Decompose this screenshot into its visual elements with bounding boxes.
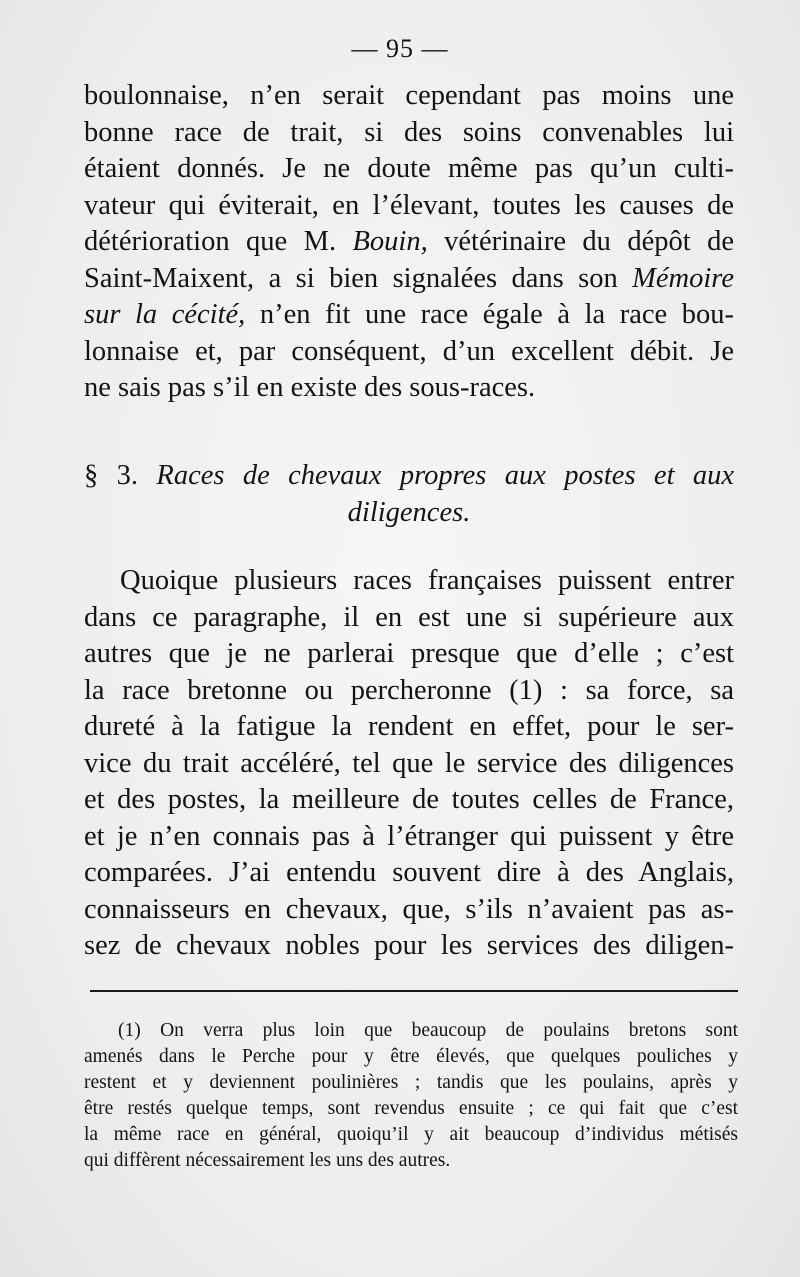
text-span: Saint-Maixent, a si bien signalées dans son [84, 262, 633, 294]
text-span: n’en fit une race égale à la race bou- [245, 299, 734, 330]
section-number: § 3. [84, 460, 139, 491]
work-title-italic: Mémoire [632, 262, 734, 294]
text-line [84, 297, 734, 334]
text-span: vétérinaire du dépôt de [427, 226, 734, 257]
text-line: vice du trait accéléré, tel que le service des diligences [84, 747, 734, 779]
section-heading-line-2: diligences. [347, 496, 471, 528]
text-line: et des postes, la meilleure de toutes celles de France, [84, 784, 734, 815]
text-line: boulonnaise, n’en serait cependant pas moins une [84, 80, 734, 111]
paragraph-1 [84, 78, 734, 407]
footnote-line: restent et y deviennent poulinières ; tandis que les poulains, après y [84, 1072, 738, 1093]
text-line: connaisseurs en chevaux, que, s’ils n’avaient pas as- [84, 893, 734, 925]
paragraph-2 [84, 563, 734, 965]
work-title-italic: sur la cécité, [84, 299, 246, 330]
footnote-divider [90, 990, 738, 992]
footnote-line: la même race en général, quoiqu’il y ait beaucoup d’individus métisés [84, 1124, 738, 1145]
section-heading [84, 458, 734, 531]
text-line: lonnaise et, par conséquent, d’un excellent débit. Je [84, 335, 734, 367]
footnote-line: (1) On verra plus loin que beaucoup de poulains bretons sont [118, 1020, 738, 1041]
text-line: dans ce paragraphe, il en est une si supérieure aux [84, 601, 734, 633]
text-line: dureté à la fatigue la rendent en effet, pour le ser- [84, 711, 734, 742]
page-number: — 95 — [351, 34, 449, 63]
section-title: Races de chevaux propres aux postes et aux [156, 460, 735, 491]
author-name-italic: Bouin, [352, 226, 428, 257]
footnote-line: être restés quelque temps, sont revendus ensuite ; ce qui fait que c’est [84, 1098, 738, 1119]
text-line: autres que je ne parlerai presque que d’elle ; c’est [84, 638, 734, 669]
footnote-line: amenés dans le Perche pour y être élevés, que quelques pouliches y [84, 1046, 738, 1067]
text-line: Quoique plusieurs races françaises puissent entrer [120, 565, 734, 596]
text-line: et je n’en connais pas à l’étranger qui puissent y être [84, 820, 734, 852]
section-heading-line-1 [84, 458, 734, 495]
text-line [84, 224, 734, 261]
text-line [84, 261, 734, 298]
footnote [84, 1018, 738, 1174]
text-line: la race bretonne ou percheronne (1) : sa force, sa [84, 674, 734, 706]
text-line: étaient donnés. Je ne doute même pas qu’un culti- [84, 153, 734, 184]
text-line: vateur qui éviterait, en l’élevant, toutes les causes de [84, 189, 734, 221]
text-line: comparées. J’ai entendu souvent dire à des Anglais, [84, 857, 734, 888]
text-line: ne sais pas s’il en existe des sous-races. [84, 372, 536, 403]
text-line: bonne race de trait, si des soins convenables lui [84, 116, 734, 148]
text-line: sez de chevaux nobles pour les services des diligen- [84, 930, 734, 961]
text-span: détérioration que M. [84, 226, 353, 257]
footnote-line: qui diffèrent nécessairement les uns des autres. [84, 1150, 451, 1171]
